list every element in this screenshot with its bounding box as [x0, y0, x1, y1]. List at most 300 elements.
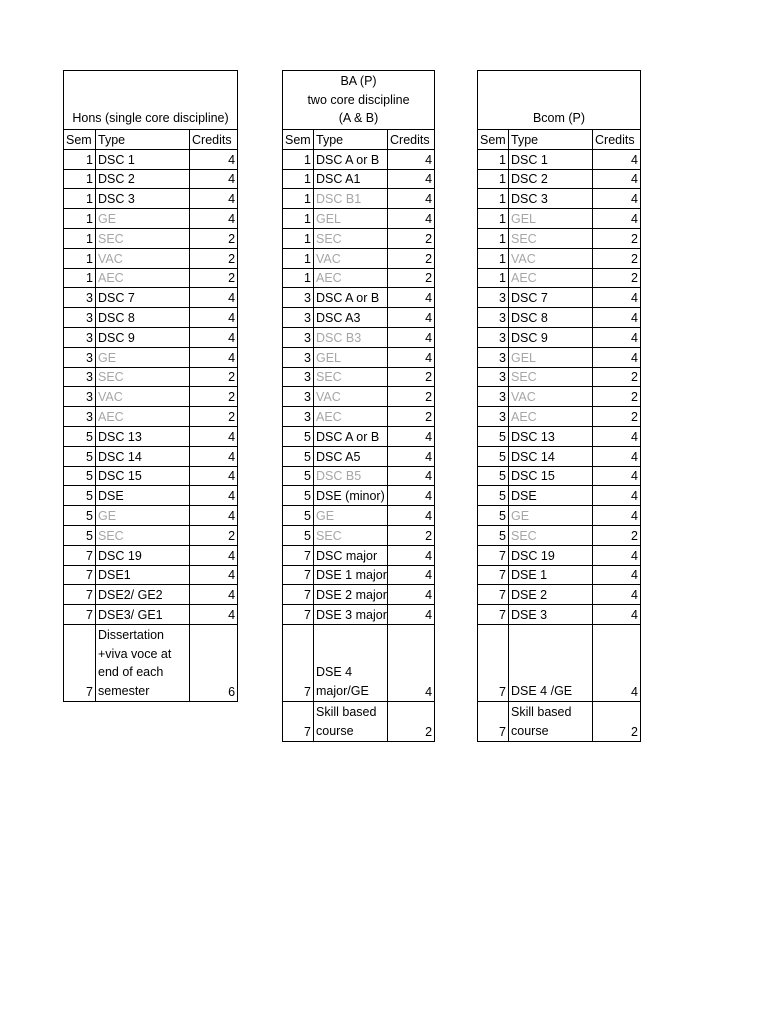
type-cell: VAC [509, 387, 593, 407]
sem-cell: 1 [478, 268, 509, 288]
credits-cell: 2 [593, 268, 641, 288]
table-title [478, 71, 641, 130]
type-cell: DSC 2 [96, 169, 190, 189]
table-row-multiline [283, 624, 435, 701]
table-row [64, 149, 238, 169]
credits-cell: 4 [190, 189, 238, 209]
title-line: Hons (single core discipline) [72, 111, 229, 126]
table-row [283, 565, 435, 585]
table-row [283, 506, 435, 526]
table-row [64, 486, 238, 506]
credits-cell: 4 [388, 149, 435, 169]
title-line: Bcom (P) [532, 111, 586, 126]
type-line: +viva voce at [98, 646, 172, 661]
table-row [478, 387, 641, 407]
type-cell: DSE [96, 486, 190, 506]
sem-cell: 3 [478, 407, 509, 427]
type-cell: DSE 1 [509, 565, 593, 585]
type-cell: SEC [509, 525, 593, 545]
type-line [511, 663, 590, 682]
type-cell: DSC A1 [314, 169, 388, 189]
type-cell [509, 702, 593, 742]
credits-cell: 4 [190, 169, 238, 189]
sem-cell: 1 [64, 169, 96, 189]
hons-table [63, 70, 238, 702]
sem-cell: 3 [64, 308, 96, 328]
sem-header: Sem [64, 130, 96, 150]
table-row [64, 367, 238, 387]
credits-cell: 4 [388, 308, 435, 328]
credits-cell: 4 [388, 506, 435, 526]
type-cell: DSE 1 major [314, 565, 388, 585]
type-cell: DSC 9 [509, 327, 593, 347]
sem-cell: 1 [283, 189, 314, 209]
credits-cell: 4 [190, 149, 238, 169]
type-cell: GE [96, 347, 190, 367]
table-row [64, 228, 238, 248]
sem-cell: 1 [64, 268, 96, 288]
table-row [283, 347, 435, 367]
table-title [283, 71, 435, 130]
table-row [283, 446, 435, 466]
credits-cell: 4 [593, 565, 641, 585]
table-row-multiline [283, 702, 435, 742]
type-cell: AEC [314, 407, 388, 427]
table-row [478, 268, 641, 288]
type-header: Type [96, 130, 190, 150]
type-cell: DSC major [314, 545, 388, 565]
sem-cell: 1 [478, 169, 509, 189]
type-cell: VAC [314, 248, 388, 268]
type-line: course [316, 723, 354, 738]
credits-cell: 4 [593, 308, 641, 328]
sem-cell: 5 [283, 525, 314, 545]
type-line: end of each [98, 665, 164, 680]
table-row [283, 149, 435, 169]
sem-cell: 3 [64, 327, 96, 347]
sem-cell: 5 [64, 426, 96, 446]
table-row [478, 565, 641, 585]
type-cell: DSC A3 [314, 308, 388, 328]
credits-cell: 2 [593, 248, 641, 268]
sem-header: Sem [478, 130, 509, 150]
type-line: course [511, 723, 549, 738]
type-line [316, 645, 385, 664]
table-row [478, 585, 641, 605]
sem-cell: 5 [283, 486, 314, 506]
column-header-row [283, 130, 435, 150]
table-row [478, 466, 641, 486]
sem-cell: 5 [64, 486, 96, 506]
credits-cell: 4 [388, 189, 435, 209]
type-line: Skill based [316, 705, 377, 720]
type-cell: GEL [314, 347, 388, 367]
type-cell: DSC 1 [96, 149, 190, 169]
credits-cell: 2 [190, 367, 238, 387]
credits-header: Credits [593, 130, 641, 150]
sem-cell: 1 [478, 228, 509, 248]
type-cell: DSC 8 [96, 308, 190, 328]
sem-cell: 3 [478, 387, 509, 407]
sem-cell: 3 [283, 407, 314, 427]
credits-cell: 4 [190, 426, 238, 446]
table-row [283, 545, 435, 565]
credits-cell: 2 [190, 525, 238, 545]
type-line [316, 626, 385, 645]
credits-cell: 4 [593, 327, 641, 347]
table-title-row [283, 71, 435, 130]
type-cell: DSC A5 [314, 446, 388, 466]
type-cell [314, 702, 388, 742]
sem-cell: 5 [64, 446, 96, 466]
type-cell: DSC 7 [96, 288, 190, 308]
sem-cell: 7 [478, 605, 509, 625]
sem-cell: 1 [478, 189, 509, 209]
type-cell: SEC [314, 228, 388, 248]
credits-cell: 2 [190, 407, 238, 427]
type-cell [96, 624, 190, 701]
sem-cell: 3 [64, 367, 96, 387]
type-cell: GE [96, 209, 190, 229]
table-row [64, 189, 238, 209]
credits-header: Credits [388, 130, 435, 150]
sem-cell: 7 [283, 565, 314, 585]
table-row [283, 248, 435, 268]
type-cell: DSE 2 [509, 585, 593, 605]
table-row [64, 605, 238, 625]
type-cell: GE [96, 506, 190, 526]
credits-cell: 2 [190, 268, 238, 288]
type-cell: DSC 8 [509, 308, 593, 328]
credits-cell: 4 [593, 585, 641, 605]
type-cell: GEL [509, 209, 593, 229]
credits-cell: 4 [388, 347, 435, 367]
type-cell: VAC [96, 248, 190, 268]
credits-cell: 4 [388, 565, 435, 585]
table-row [283, 426, 435, 446]
type-cell: AEC [509, 268, 593, 288]
credits-cell: 2 [190, 387, 238, 407]
sem-cell: 3 [478, 327, 509, 347]
sem-cell: 5 [283, 506, 314, 526]
sem-cell: 7 [283, 605, 314, 625]
credits-cell: 4 [593, 426, 641, 446]
table-row [64, 426, 238, 446]
type-cell: DSC A or B [314, 149, 388, 169]
type-line [511, 645, 590, 664]
table-row [478, 407, 641, 427]
type-header: Type [509, 130, 593, 150]
table-row-multiline [64, 624, 238, 701]
table-row [478, 308, 641, 328]
type-line: Skill based [511, 705, 572, 720]
table-row [478, 446, 641, 466]
table-row [64, 327, 238, 347]
sem-cell: 1 [283, 268, 314, 288]
table-row [283, 466, 435, 486]
credits-cell: 2 [388, 407, 435, 427]
sem-cell: 5 [283, 466, 314, 486]
credits-header: Credits [190, 130, 238, 150]
table-row [478, 545, 641, 565]
type-cell: VAC [509, 248, 593, 268]
credits-cell: 4 [190, 486, 238, 506]
table-row [478, 347, 641, 367]
table-row [478, 367, 641, 387]
credits-cell: 2 [388, 228, 435, 248]
credits-cell: 4 [593, 446, 641, 466]
table-row [64, 248, 238, 268]
type-cell: SEC [509, 228, 593, 248]
type-cell: SEC [96, 228, 190, 248]
sem-cell: 1 [283, 149, 314, 169]
credits-cell: 4 [593, 605, 641, 625]
sem-cell: 3 [283, 347, 314, 367]
type-cell: DSC 15 [96, 466, 190, 486]
table-row [478, 506, 641, 526]
type-cell [314, 624, 388, 701]
type-cell: DSC 19 [96, 545, 190, 565]
table-row [283, 209, 435, 229]
type-cell: DSE 3 [509, 605, 593, 625]
title-line: two core discipline [307, 92, 410, 107]
sem-cell: 7 [478, 585, 509, 605]
credits-cell: 2 [190, 248, 238, 268]
sem-cell: 7 [478, 565, 509, 585]
credits-cell: 4 [190, 565, 238, 585]
type-line: major/GE [316, 683, 369, 698]
sem-cell: 7 [283, 624, 314, 701]
credits-cell: 4 [190, 466, 238, 486]
type-cell: DSC 7 [509, 288, 593, 308]
column-header-row [478, 130, 641, 150]
sem-cell: 1 [64, 228, 96, 248]
sem-cell: 5 [478, 426, 509, 446]
bcom-table [477, 70, 641, 742]
credits-cell: 4 [190, 585, 238, 605]
credits-cell: 4 [388, 486, 435, 506]
credits-cell: 4 [593, 486, 641, 506]
table-row [478, 189, 641, 209]
type-cell: DSE2/ GE2 [96, 585, 190, 605]
credits-cell: 4 [593, 189, 641, 209]
credits-cell: 2 [593, 387, 641, 407]
credits-cell: 4 [593, 624, 641, 701]
table-row [283, 525, 435, 545]
sem-cell: 7 [283, 702, 314, 742]
credits-cell: 4 [593, 347, 641, 367]
credits-cell: 2 [593, 407, 641, 427]
credits-cell: 4 [593, 466, 641, 486]
credits-cell: 2 [593, 702, 641, 742]
table-row [64, 446, 238, 466]
type-cell: SEC [96, 525, 190, 545]
table-row [64, 288, 238, 308]
table-row [64, 308, 238, 328]
table-row [283, 327, 435, 347]
type-cell: DSC 3 [509, 189, 593, 209]
type-cell: DSC 15 [509, 466, 593, 486]
type-cell: VAC [96, 387, 190, 407]
sem-cell: 3 [64, 347, 96, 367]
type-cell: AEC [96, 268, 190, 288]
sem-cell: 3 [64, 407, 96, 427]
sem-cell: 3 [478, 308, 509, 328]
credits-cell: 4 [190, 605, 238, 625]
credits-cell: 2 [388, 702, 435, 742]
type-cell: DSC A or B [314, 288, 388, 308]
credits-cell: 2 [388, 525, 435, 545]
table-row [283, 367, 435, 387]
table-row [283, 387, 435, 407]
ba-table [282, 70, 435, 742]
sem-cell: 5 [64, 506, 96, 526]
credits-cell: 4 [388, 466, 435, 486]
table-row [478, 525, 641, 545]
sem-cell: 1 [283, 228, 314, 248]
type-cell: DSC 9 [96, 327, 190, 347]
credits-cell: 2 [388, 248, 435, 268]
credits-cell: 2 [593, 367, 641, 387]
table-row [283, 288, 435, 308]
table-row [64, 466, 238, 486]
type-cell [509, 624, 593, 701]
sem-cell: 1 [478, 149, 509, 169]
type-cell: AEC [314, 268, 388, 288]
sem-cell: 7 [64, 624, 96, 701]
sem-cell: 5 [478, 466, 509, 486]
type-line [511, 626, 590, 645]
type-line: Dissertation [98, 627, 164, 642]
type-cell: GE [509, 506, 593, 526]
sem-cell: 3 [283, 387, 314, 407]
type-header: Type [314, 130, 388, 150]
sem-cell: 3 [283, 288, 314, 308]
table-row [64, 565, 238, 585]
credits-cell: 2 [388, 387, 435, 407]
sem-cell: 1 [478, 248, 509, 268]
type-cell: DSC 14 [96, 446, 190, 466]
type-cell: DSC A or B [314, 426, 388, 446]
sem-cell: 7 [283, 585, 314, 605]
table-row [283, 268, 435, 288]
type-cell: VAC [314, 387, 388, 407]
credits-cell: 2 [388, 367, 435, 387]
type-cell: DSC B5 [314, 466, 388, 486]
sem-cell: 1 [64, 248, 96, 268]
credits-cell: 4 [388, 426, 435, 446]
table-row [64, 525, 238, 545]
table-row-multiline [478, 702, 641, 742]
table-row [64, 387, 238, 407]
sem-cell: 5 [478, 446, 509, 466]
table-row [478, 228, 641, 248]
type-cell: SEC [314, 367, 388, 387]
sem-cell: 1 [283, 248, 314, 268]
type-cell: DSE3/ GE1 [96, 605, 190, 625]
type-cell: DSC 13 [96, 426, 190, 446]
table-row [64, 347, 238, 367]
sem-cell: 5 [283, 426, 314, 446]
credits-cell: 6 [190, 624, 238, 701]
type-cell: DSC 14 [509, 446, 593, 466]
credits-cell: 4 [388, 209, 435, 229]
credits-cell: 4 [190, 506, 238, 526]
credits-cell: 4 [388, 585, 435, 605]
credits-cell: 4 [593, 169, 641, 189]
type-cell: GEL [509, 347, 593, 367]
table-row [478, 248, 641, 268]
type-cell: DSE 3 major [314, 605, 388, 625]
table-row [478, 327, 641, 347]
credits-cell: 4 [190, 288, 238, 308]
table-row [283, 169, 435, 189]
type-line: DSE 4 [316, 665, 353, 680]
table-title [64, 71, 238, 130]
type-cell: DSE 2 major [314, 585, 388, 605]
credits-cell: 4 [190, 308, 238, 328]
credits-cell: 4 [190, 545, 238, 565]
sem-cell: 5 [64, 525, 96, 545]
type-cell: SEC [314, 525, 388, 545]
title-line: BA (P) [340, 74, 377, 89]
sem-header: Sem [283, 130, 314, 150]
table-row [64, 545, 238, 565]
table-row [64, 585, 238, 605]
credits-cell: 2 [190, 228, 238, 248]
type-cell: GEL [314, 209, 388, 229]
credits-cell: 4 [388, 288, 435, 308]
table-row [283, 605, 435, 625]
credits-cell: 4 [388, 605, 435, 625]
credits-cell: 4 [388, 327, 435, 347]
credits-cell: 4 [593, 506, 641, 526]
sem-cell: 1 [64, 149, 96, 169]
table-row [478, 209, 641, 229]
credits-cell: 4 [593, 209, 641, 229]
type-cell: DSE1 [96, 565, 190, 585]
sem-cell: 1 [64, 189, 96, 209]
sem-cell: 7 [64, 605, 96, 625]
table-row [283, 189, 435, 209]
credits-cell: 2 [388, 268, 435, 288]
table-row [64, 209, 238, 229]
table-row [283, 308, 435, 328]
credits-cell: 4 [388, 446, 435, 466]
type-cell: SEC [96, 367, 190, 387]
table-row [478, 605, 641, 625]
title-line: (A & B) [338, 111, 379, 126]
credits-cell: 2 [593, 228, 641, 248]
sem-cell: 5 [478, 525, 509, 545]
sem-cell: 3 [64, 387, 96, 407]
table-title-row [64, 71, 238, 130]
table-row [64, 506, 238, 526]
sem-cell: 7 [478, 545, 509, 565]
credits-cell: 4 [593, 545, 641, 565]
sem-cell: 1 [283, 169, 314, 189]
sem-cell: 5 [478, 506, 509, 526]
sem-cell: 7 [64, 565, 96, 585]
sem-cell: 7 [64, 545, 96, 565]
sem-cell: 7 [283, 545, 314, 565]
credits-cell: 4 [593, 149, 641, 169]
type-cell: SEC [509, 367, 593, 387]
type-cell: DSE [509, 486, 593, 506]
sem-cell: 3 [283, 308, 314, 328]
table-row [283, 228, 435, 248]
table-row [283, 486, 435, 506]
